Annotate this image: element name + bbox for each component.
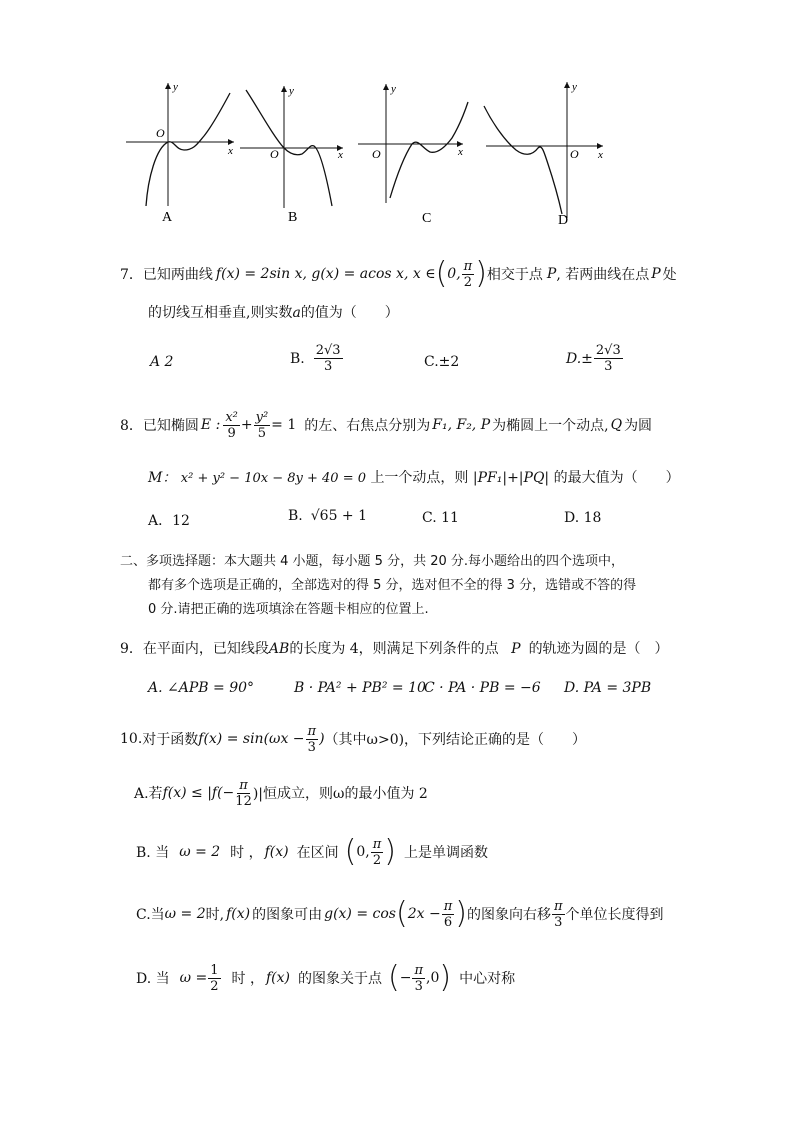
graph-b-x-label: x [338,149,343,161]
q7-interval-start: 0, [447,266,461,282]
graph-a-x-label: x [228,145,233,157]
q9-segment-ab: AB [268,641,290,657]
q9-text-b: 的长度为 4，则满足下列条件的点 [289,641,499,657]
q10-pi-over-3: $\frac{\pi}{3}$ [307,723,317,755]
q7-pi-over-2: $\frac{\pi}{2}$ [463,258,473,290]
q9-text-c: 的轨迹为圆的是（ ） [528,641,669,657]
graph-c-origin: O [372,147,381,161]
q7-point-p2: P [651,266,661,282]
q7-line2 [148,302,399,322]
q7-number: 7． [120,267,143,283]
q7-functions: f(x) = 2sin x, g(x) = acos x, x ∈ [215,266,436,282]
graph-c [358,83,468,226]
graph-b-y-label: y [289,85,294,97]
graph-c-x-label: x [458,146,463,158]
q8-line1: 8． 已知椭圆 E : $\frac{\text{x²}}{9}$ + $\frac{\text{y²}}{5}$ = 1 的左、右焦点分别为 F₁, F₂, P 为椭圆上一个动点, Q 为圆 [120,409,653,441]
q9-option-d: D. PA = 3PB [564,680,652,696]
graph-d-origin: O [570,147,579,161]
section-2-heading [120,550,636,622]
q10-function: f(x) = sin(ωx − [198,731,305,747]
q7-option-d: D.± $\frac{2√3}{3}$ [566,343,621,374]
q8-text-a: 已知椭圆 [142,418,199,434]
q10-option-a: A.若 f(x) ≤ |f(− $\frac{\pi}{12}$ )|恒成立，则ω的最小值为 2 [134,777,428,809]
q7-var-a: a [292,305,301,321]
answer-graphs [118,78,613,228]
graph-d-label: D [558,213,569,228]
q8-line2-end: 的最大值为（ ） [553,470,680,486]
graph-d-y-label: y [572,81,577,93]
q7-left-paren: ( [435,256,448,291]
q8-ellipse-name: E : [200,417,221,433]
q8-line2-text: 上一个动点，则 [370,470,469,486]
q8-line2 [148,467,680,487]
graph-d-x-label: x [598,149,603,161]
q10-text-a: 对于函数 [142,732,199,748]
q8-circle-name: M： [148,470,177,486]
q9-option-a: A. ∠APB = 90° [148,680,255,696]
q9-line1 [120,638,669,658]
q7-text-a: 已知两曲线 [142,267,213,283]
q7-option-a: A 2 [150,354,174,370]
graph-c-y-label: y [391,83,396,95]
q8-text-d: 为圆 [624,418,653,434]
q10-option-c: C.当 ω = 2 时, f(x) 的图象可由 g(x) = cos ( 2x − $\frac{\pi}{6}$ ) 的图象向右移 $\frac{\pi}{3}$ 个单位长度得到 [136,896,664,931]
q8-point-q: Q [610,417,623,433]
graph-b [240,85,343,225]
graph-d [484,81,603,228]
q7-text-c: , 若两曲线在点 [556,267,650,283]
graph-b-origin: O [270,147,279,161]
graph-a-label: A [162,210,173,225]
graph-a-y-label: y [173,81,178,93]
q8-text-b: 的左、右焦点分别为 [304,418,431,434]
graphs-svg [118,78,613,228]
q8-option-d: D. 18 [564,510,602,526]
q8-expr: |PF₁|+|PQ| [472,470,550,486]
q8-number: 8． [120,418,143,434]
section-2-line2: 都有多个选项是正确的，全部选对的得 5 分，选对但不全的得 3 分，选错或不答的得 [148,578,637,593]
q7-line2-text: 的切线互相垂直,则实数 [148,305,293,321]
q7-text-d: 处 [662,267,677,283]
q7-line1 [120,254,677,294]
q10-option-d: D. 当 ω = $\frac{1}{2}$ 时 ， f(x) 的图象关于点 ( − $\frac{\pi}{3}$ ,0 ) 中心对称 [136,960,516,995]
q9-point-p: P [511,641,521,657]
q9-options [148,680,668,704]
q9-number: 9． [120,641,143,657]
graph-b-label: B [288,210,298,225]
q10-number: 10. [120,731,143,747]
graph-a-origin: O [156,126,165,140]
q8-frac-y: $\frac{\text{y²}}{5}$ [255,409,269,441]
section-2-line3: 0 分.请把正确的选项填涂在答题卡相应的位置上. [148,602,429,617]
graph-a [126,81,234,225]
q8-circle-eq: x² + y² − 10x − 8y + 40 = 0 [180,471,366,486]
q8-option-b: B. √65 + 1 [288,508,368,524]
q7-option-b: B. $\frac{2√3}{3}$ [290,343,341,374]
q8-text-c: 为椭圆上一个动点, [492,418,609,434]
q10-text-b: （其中ω>0)，下列结论正确的是（ ） [324,732,587,748]
q8-option-a: A．12 [148,513,190,529]
q8-foci: F₁, F₂, P [432,417,491,433]
q9-text-a: 在平面内，已知线段 [142,641,269,657]
q8-eq: = 1 [271,417,297,433]
q8-frac-x: $\frac{\text{x²}}{9}$ [225,409,238,441]
q8-option-c: C. 11 [422,510,459,526]
q7-options [150,344,670,384]
q10-close-paren: ) [319,731,325,747]
q10-option-b: B. 当 ω = 2 时 ， f(x) 在区间 ( 0, $\frac{\pi}{2}$ ) 上是单调函数 [136,834,488,869]
q7-option-c: C.±2 [424,354,460,370]
q7-point-p: P [546,266,557,282]
q8-options [148,508,668,532]
graph-c-label: C [422,211,432,226]
q9-option-c: C · PA · PB = −6 [424,680,541,696]
q7-right-paren: ) [475,256,487,291]
q9-option-b: B · PA² + PB² = 10 [294,680,426,696]
q7-line2-end: 的值为（ ） [300,305,399,321]
q10-line1 [120,722,586,756]
q7-text-b: 相交于点 [486,267,543,283]
section-2-line1: 二、多项选择题：本大题共 4 小题，每小题 5 分，共 20 分.每小题给出的四个选项中， [120,554,625,569]
